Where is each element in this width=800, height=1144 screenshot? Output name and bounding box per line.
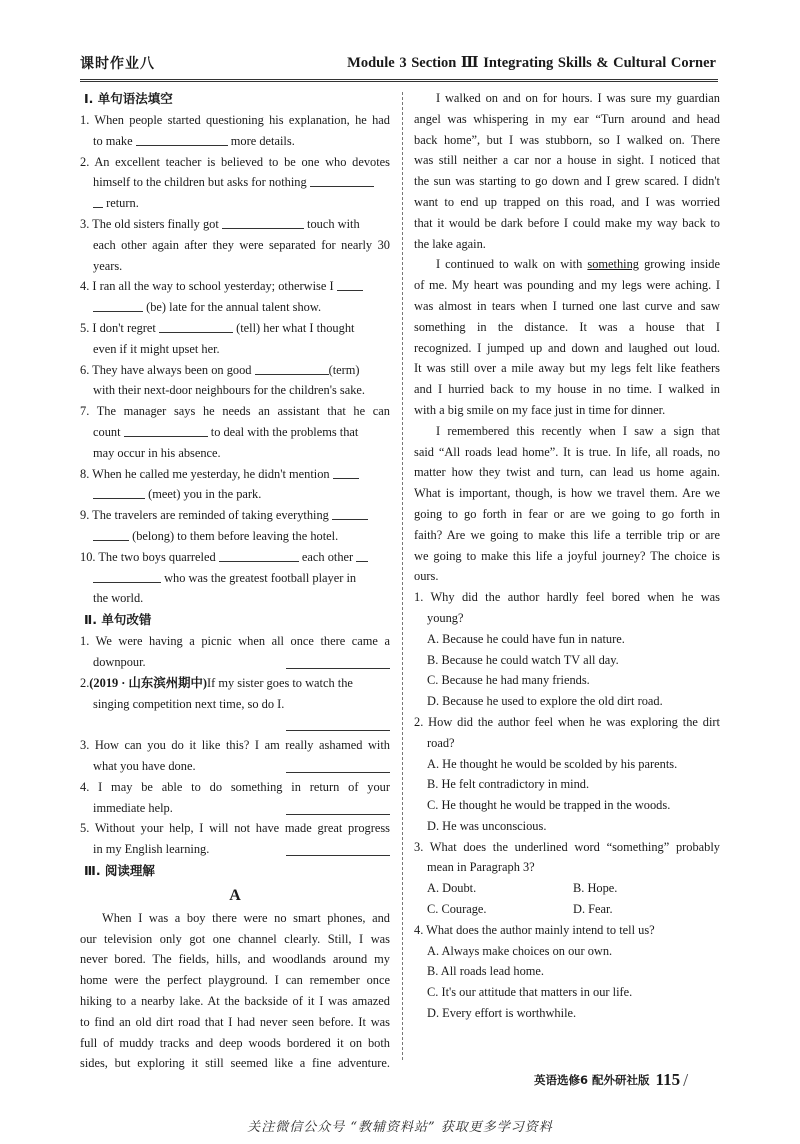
text-line: faith? Are we going to make this life a terrible trip or are [414, 527, 720, 542]
section-2-title: Ⅱ. 单句改错 [84, 612, 152, 628]
text-line: was almost in tears when I turned one last curve and saw [414, 298, 720, 313]
option[interactable]: B. He felt contradictory in mind. [427, 777, 590, 792]
text-line: want to end up trapped on this road, and I was worried [414, 194, 720, 209]
option[interactable]: B. All roads lead home. [427, 964, 545, 979]
option[interactable]: B. Hope. [573, 881, 618, 896]
blank[interactable] [93, 529, 129, 541]
header-rule [80, 79, 718, 80]
header-right-title: Module 3 Section Ⅲ Integrating Skills & Cultural Corner [347, 55, 716, 71]
question-stem: road? [427, 735, 455, 750]
underlined-word: something [587, 257, 640, 272]
text-line: and I hurried back to my house in no time. I walked in [414, 382, 720, 397]
blank[interactable] [93, 571, 161, 583]
blank[interactable] [93, 300, 143, 312]
answer-line[interactable] [286, 757, 390, 773]
book-label: 英语选修6 配外研社版 [534, 1073, 650, 1087]
s1-q9-line2: (belong) to them before leaving the hotel. [80, 526, 390, 547]
s1-q2-line3: return. [80, 193, 390, 214]
s2-q1-line2: downpour. [80, 652, 390, 673]
text-line: back home”, but I was stubborn, so I walked on. There [414, 132, 720, 147]
paragraph-2 [414, 88, 720, 254]
s2-q2-line2: singing competition next time, so do I. [93, 696, 285, 711]
blank[interactable] [93, 487, 145, 499]
s2-q5-line1: 5. Without your help, I will not have made great progress [80, 821, 390, 836]
s2-q4-line2: immediate help. [80, 798, 390, 819]
option[interactable]: D. Because he used to explore the old dirt road. [427, 694, 663, 709]
watermark-text: 关注微信公众号 “教辅资料站” 获取更多学习资料 [247, 1120, 553, 1135]
section-3-title: Ⅲ. 阅读理解 [84, 862, 155, 878]
reading-question-3 [414, 837, 720, 920]
text-line: ours. [414, 569, 439, 584]
blank[interactable] [93, 196, 103, 208]
s1-q5-line2: even if it might upset her. [93, 341, 220, 356]
question-stem: 4. What does the author mainly intend to tell us? [414, 922, 655, 937]
answer-line[interactable] [286, 840, 390, 856]
answer-line[interactable] [286, 653, 390, 669]
option-row [414, 878, 720, 899]
option[interactable]: D. Fear. [573, 902, 613, 917]
s1-q4-line2: (be) late for the annual talent show. [80, 297, 390, 318]
section-1-title: Ⅰ. 单句语法填空 [84, 91, 173, 106]
text-line: that it would be dark before I could make my way back to [414, 215, 720, 230]
text-line: hiking to a nearby lake. At the backside of it I was amazed [80, 994, 390, 1009]
text-line: was still neither a car nor a house in sight. I noticed that [414, 153, 720, 168]
text-line: sides, but exploring it still seemed like a fine adventure. [80, 1056, 390, 1071]
option[interactable]: C. He thought he would be trapped in the woods. [427, 798, 671, 813]
left-column [80, 88, 390, 1074]
s1-q5-line1: 5. I don't regret (tell) her what I thought [80, 320, 355, 335]
text-line: something in the distance. It was a house that I [414, 319, 720, 334]
option[interactable]: A. He thought he would be scolded by his parents. [427, 756, 678, 771]
text-line: What is important, though, is how we travel them. Are we [414, 486, 720, 501]
text-line: full of muddy tracks and deep woods bordered it on both [80, 1035, 390, 1050]
s2-q2-line3 [80, 714, 390, 735]
option[interactable]: A. Always make choices on our own. [427, 943, 613, 958]
s1-q7-line2: count to deal with the problems that [93, 424, 359, 439]
text-line: I continued to walk on with something growing inside [436, 257, 720, 272]
text-line: to find an old dirt road that I had never seen before. It was [80, 1014, 390, 1029]
text-line: When I was a boy there were no smart phones, and [102, 910, 390, 925]
blank[interactable] [136, 134, 228, 146]
text-line: going to go forth in fear or are we going to go forth in [414, 506, 720, 521]
s1-q3-line3: years. [93, 258, 123, 273]
text-line: It was still over a mile away but my legs felt like feathers [414, 361, 720, 376]
s1-q9-line1: 9. The travelers are reminded of taking everything [80, 505, 390, 526]
s2-q4-line1: 4. I may be able to do something in return of your [80, 779, 390, 794]
text-line: of me. My heart was pounding and my legs were aching. I [414, 278, 720, 293]
text-line: angel was whispering in my ear “Turn around and head [414, 111, 720, 126]
s2-q1-line1: 1. We were having a picnic when all once there came a [80, 634, 390, 649]
s1-q3-line2: each other again after they were separated for nearly 30 [93, 237, 390, 252]
header-rule-2 [80, 81, 718, 82]
blank[interactable] [310, 175, 374, 187]
s2-q2-line1: 2.(2019 · 山东滨州期中)If my sister goes to watch the [80, 675, 353, 690]
text-line: with a big smile on my face just in time for dinner. [414, 402, 666, 417]
reading-question-4 [414, 920, 720, 1024]
s1-q10-line2: who was the greatest football player in [80, 568, 390, 589]
s2-q5-line2: in my English learning. [80, 839, 390, 860]
page-slash: / [683, 1069, 689, 1090]
option[interactable]: D. Every effort is worthwhile. [427, 1006, 577, 1021]
paragraph-3 [414, 254, 720, 420]
s1-q10-line3: the world. [93, 591, 144, 606]
blank[interactable] [124, 425, 208, 437]
option[interactable]: C. It's our attitude that matters in our life. [427, 985, 633, 1000]
s1-q7-line3: may occur in his absence. [93, 445, 221, 460]
s1-q10-line1: 10. The two boys quarreled each other [80, 547, 390, 568]
blank[interactable] [332, 508, 368, 520]
s1-q2-line1: 2. An excellent teacher is believed to be one who devotes [80, 154, 390, 169]
option[interactable]: C. Courage. [427, 902, 487, 917]
paragraph-1 [80, 908, 390, 1074]
question-stem: mean in Paragraph 3? [427, 860, 535, 875]
blank[interactable] [356, 550, 368, 562]
option[interactable]: A. Doubt. [427, 881, 477, 896]
text-line: I remembered this recently when I saw a sign that [436, 423, 720, 438]
s2-q3-line2: what you have done. [80, 756, 390, 777]
text-line: I walked on and on for hours. I was sure my guardian [436, 91, 720, 105]
passage-title: A [229, 886, 241, 904]
page-footer [534, 1068, 688, 1092]
s1-q8-line1: 8. When he called me yesterday, he didn't mention [80, 464, 390, 485]
column-divider [402, 92, 403, 1060]
s1-q4-line1: 4. I ran all the way to school yesterday; otherwise I [80, 276, 390, 297]
blank[interactable] [333, 467, 359, 479]
question-stem: young? [427, 610, 464, 625]
source-tag: (2019 · 山东滨州期中) [89, 675, 208, 690]
reading-question-2 [414, 712, 720, 837]
text-line: home were the perfect playground. I can remember once [80, 973, 390, 988]
option[interactable]: D. He was unconscious. [427, 818, 547, 833]
blank[interactable] [219, 550, 299, 562]
text-line: the sun was starting to go down and I grew scared. I didn't [414, 174, 720, 189]
option[interactable]: B. Because he could watch TV all day. [427, 652, 619, 667]
option-row [414, 899, 720, 920]
blank[interactable] [255, 363, 329, 375]
s1-q6-line1: 6. They have always been on good (term) [80, 362, 360, 377]
question-stem: 1. Why did the author hardly feel bored when he was [414, 590, 720, 605]
answer-line[interactable] [286, 799, 390, 815]
text-line: never bored. The fields, hills, and woodlands around my [80, 952, 390, 967]
option[interactable]: A. Because he could have fun in nature. [427, 631, 625, 646]
paragraph-4 [414, 421, 720, 587]
s1-q2-line2: himself to the children but asks for nothing [80, 172, 390, 193]
answer-line[interactable] [286, 715, 390, 731]
s1-q8-line2: (meet) you in the park. [80, 484, 390, 505]
text-line: we going to make this life a joyful journey? The choice is [414, 548, 720, 563]
s1-q7-line1: 7. The manager says he needs an assistant that he can [80, 404, 390, 419]
s1-q6-line2: with their next-door neighbours for the children's sake. [93, 383, 366, 398]
text-line: the lake again. [414, 236, 486, 251]
option[interactable]: C. Because he had many friends. [427, 673, 590, 688]
question-stem: 3. What does the underlined word “something” probably [414, 839, 720, 854]
s1-q1-line2: to make more details. [93, 133, 295, 148]
blank[interactable] [337, 279, 363, 291]
s1-q3-line1: 3. The old sisters finally got touch with [80, 216, 360, 231]
text-line: matter how they twist and turn, can lead us home again. [414, 465, 720, 480]
page-number: 115 [655, 1070, 681, 1089]
text-line: said “All roads lead home”. It is true. In life, all roads, no [414, 444, 720, 459]
text-line: our television only got one channel clearly. Still, I was [80, 931, 390, 946]
s1-q1-line1: 1. When people started questioning his explanation, he had [80, 113, 390, 127]
header-left-title: 课时作业八 [80, 56, 155, 72]
blank[interactable] [159, 321, 233, 333]
reading-question-1 [414, 587, 720, 712]
text-line: recognized. I jumped up and down and laughed out loud. [414, 340, 720, 355]
s2-q3-line1: 3. How can you do it like this? I am really ashamed with [80, 738, 390, 753]
blank[interactable] [222, 217, 304, 229]
question-stem: 2. How did the author feel when he was exploring the dirt [414, 714, 720, 729]
right-column [414, 88, 720, 1024]
